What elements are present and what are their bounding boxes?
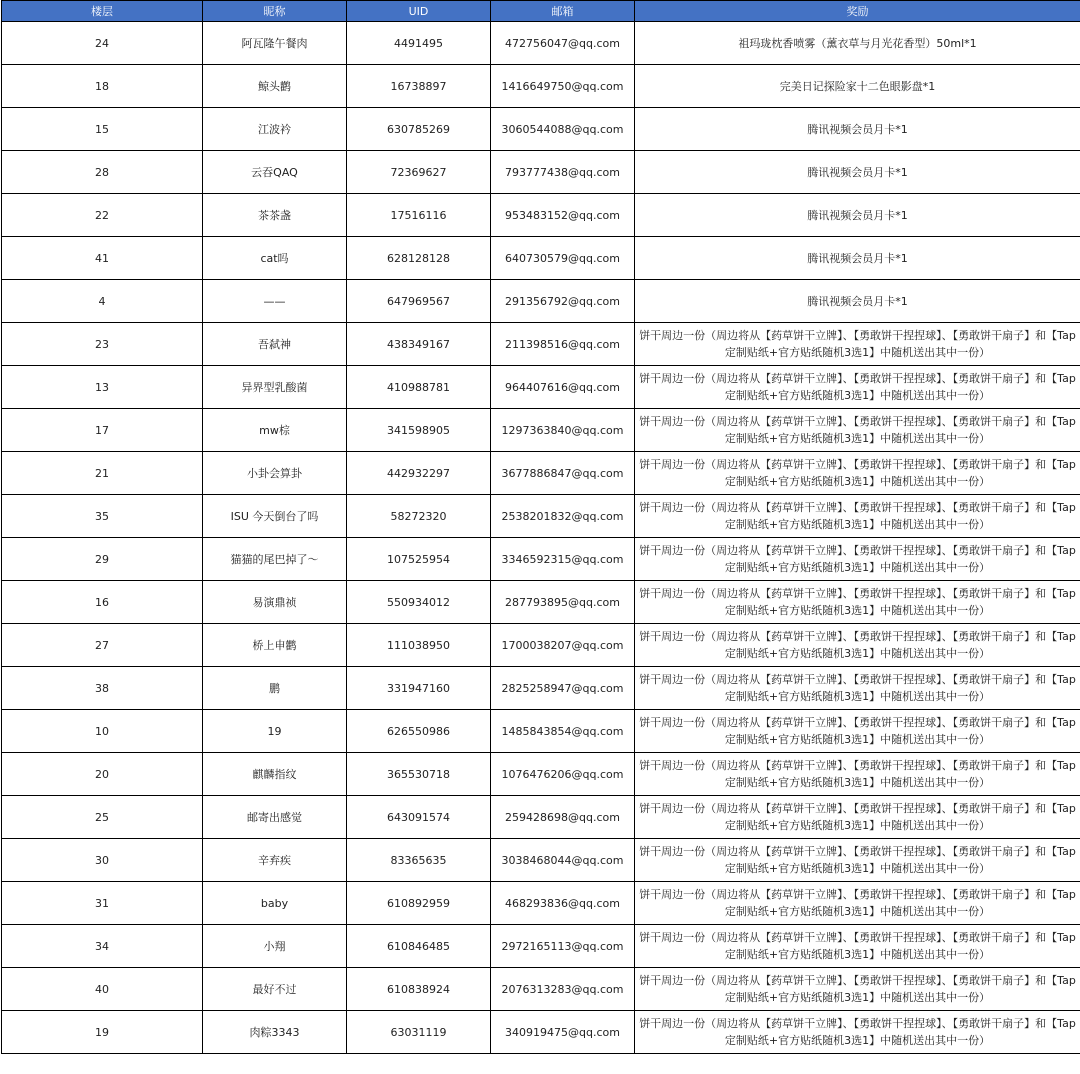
cell-reward: 完美日记探险家十二色眼影盘*1 xyxy=(635,65,1080,108)
cell-reward: 饼干周边一份（周边将从【药草饼干立牌】、【勇敢饼干捏捏球】、【勇敢饼干扇子】和【Tap定制贴纸+官方贴纸随机3选1】中随机送出其中一份） xyxy=(635,710,1080,753)
cell-floor: 23 xyxy=(2,323,203,366)
table-row xyxy=(2,968,1080,1011)
cell-nickname: 鹏 xyxy=(203,667,347,710)
cell-floor: 4 xyxy=(2,280,203,323)
cell-nickname: 吾弑神 xyxy=(203,323,347,366)
cell-uid: 63031119 xyxy=(347,1011,491,1054)
cell-uid: 550934012 xyxy=(347,581,491,624)
table-row xyxy=(2,667,1080,710)
cell-reward: 饼干周边一份（周边将从【药草饼干立牌】、【勇敢饼干捏捏球】、【勇敢饼干扇子】和【Tap定制贴纸+官方贴纸随机3选1】中随机送出其中一份） xyxy=(635,968,1080,1011)
cell-uid: 630785269 xyxy=(347,108,491,151)
cell-uid: 58272320 xyxy=(347,495,491,538)
cell-nickname: 江波衿 xyxy=(203,108,347,151)
winners-table xyxy=(1,0,1080,1054)
table-row xyxy=(2,495,1080,538)
cell-floor: 15 xyxy=(2,108,203,151)
cell-floor: 22 xyxy=(2,194,203,237)
cell-reward: 祖玛珑枕香喷雾（薰衣草与月光花香型）50ml*1 xyxy=(635,22,1080,65)
cell-floor: 20 xyxy=(2,753,203,796)
cell-reward: 饼干周边一份（周边将从【药草饼干立牌】、【勇敢饼干捏捏球】、【勇敢饼干扇子】和【Tap定制贴纸+官方贴纸随机3选1】中随机送出其中一份） xyxy=(635,753,1080,796)
cell-floor: 34 xyxy=(2,925,203,968)
cell-reward: 饼干周边一份（周边将从【药草饼干立牌】、【勇敢饼干捏捏球】、【勇敢饼干扇子】和【Tap定制贴纸+官方贴纸随机3选1】中随机送出其中一份） xyxy=(635,323,1080,366)
cell-email: 472756047@qq.com xyxy=(491,22,635,65)
table-row xyxy=(2,280,1080,323)
cell-reward: 饼干周边一份（周边将从【药草饼干立牌】、【勇敢饼干捏捏球】、【勇敢饼干扇子】和【Tap定制贴纸+官方贴纸随机3选1】中随机送出其中一份） xyxy=(635,667,1080,710)
table-row xyxy=(2,22,1080,65)
cell-uid: 341598905 xyxy=(347,409,491,452)
cell-nickname: 辛弃疾 xyxy=(203,839,347,882)
cell-uid: 647969567 xyxy=(347,280,491,323)
cell-uid: 610846485 xyxy=(347,925,491,968)
cell-reward: 饼干周边一份（周边将从【药草饼干立牌】、【勇敢饼干捏捏球】、【勇敢饼干扇子】和【Tap定制贴纸+官方贴纸随机3选1】中随机送出其中一份） xyxy=(635,624,1080,667)
cell-reward: 腾讯视频会员月卡*1 xyxy=(635,237,1080,280)
cell-email: 640730579@qq.com xyxy=(491,237,635,280)
table-row xyxy=(2,624,1080,667)
table-row xyxy=(2,839,1080,882)
cell-email: 2538201832@qq.com xyxy=(491,495,635,538)
cell-uid: 626550986 xyxy=(347,710,491,753)
cell-floor: 24 xyxy=(2,22,203,65)
cell-email: 2972165113@qq.com xyxy=(491,925,635,968)
cell-nickname: 小卦会算卦 xyxy=(203,452,347,495)
cell-email: 340919475@qq.com xyxy=(491,1011,635,1054)
cell-floor: 41 xyxy=(2,237,203,280)
cell-nickname: 易演鼎祯 xyxy=(203,581,347,624)
cell-nickname: ISU 今天倒台了吗 xyxy=(203,495,347,538)
table-row xyxy=(2,753,1080,796)
cell-email: 964407616@qq.com xyxy=(491,366,635,409)
cell-reward: 饼干周边一份（周边将从【药草饼干立牌】、【勇敢饼干捏捏球】、【勇敢饼干扇子】和【Tap定制贴纸+官方贴纸随机3选1】中随机送出其中一份） xyxy=(635,452,1080,495)
cell-floor: 35 xyxy=(2,495,203,538)
cell-reward: 饼干周边一份（周边将从【药草饼干立牌】、【勇敢饼干捏捏球】、【勇敢饼干扇子】和【Tap定制贴纸+官方贴纸随机3选1】中随机送出其中一份） xyxy=(635,1011,1080,1054)
cell-floor: 30 xyxy=(2,839,203,882)
cell-nickname: 猫猫的尾巴掉了～ xyxy=(203,538,347,581)
table-row xyxy=(2,237,1080,280)
cell-reward: 腾讯视频会员月卡*1 xyxy=(635,151,1080,194)
cell-nickname: 邮寄出感觉 xyxy=(203,796,347,839)
cell-uid: 442932297 xyxy=(347,452,491,495)
cell-uid: 410988781 xyxy=(347,366,491,409)
cell-reward: 腾讯视频会员月卡*1 xyxy=(635,194,1080,237)
cell-floor: 16 xyxy=(2,581,203,624)
cell-floor: 27 xyxy=(2,624,203,667)
cell-nickname: 云吞QAQ xyxy=(203,151,347,194)
table-row xyxy=(2,538,1080,581)
cell-reward: 饼干周边一份（周边将从【药草饼干立牌】、【勇敢饼干捏捏球】、【勇敢饼干扇子】和【Tap定制贴纸+官方贴纸随机3选1】中随机送出其中一份） xyxy=(635,796,1080,839)
cell-email: 2076313283@qq.com xyxy=(491,968,635,1011)
cell-nickname: baby xyxy=(203,882,347,925)
cell-email: 211398516@qq.com xyxy=(491,323,635,366)
cell-floor: 28 xyxy=(2,151,203,194)
cell-email: 1297363840@qq.com xyxy=(491,409,635,452)
cell-email: 259428698@qq.com xyxy=(491,796,635,839)
cell-email: 1485843854@qq.com xyxy=(491,710,635,753)
table-row xyxy=(2,452,1080,495)
cell-reward: 饼干周边一份（周边将从【药草饼干立牌】、【勇敢饼干捏捏球】、【勇敢饼干扇子】和【Tap定制贴纸+官方贴纸随机3选1】中随机送出其中一份） xyxy=(635,882,1080,925)
table-row xyxy=(2,710,1080,753)
cell-uid: 610892959 xyxy=(347,882,491,925)
table-row xyxy=(2,65,1080,108)
table-body xyxy=(2,22,1080,1054)
cell-nickname: 肉粽3343 xyxy=(203,1011,347,1054)
table-row xyxy=(2,1011,1080,1054)
cell-floor: 29 xyxy=(2,538,203,581)
header-email: 邮箱 xyxy=(491,1,635,22)
cell-nickname: 鲸头鹳 xyxy=(203,65,347,108)
cell-uid: 4491495 xyxy=(347,22,491,65)
cell-email: 1076476206@qq.com xyxy=(491,753,635,796)
cell-email: 1416649750@qq.com xyxy=(491,65,635,108)
cell-uid: 17516116 xyxy=(347,194,491,237)
table-row xyxy=(2,366,1080,409)
cell-uid: 610838924 xyxy=(347,968,491,1011)
cell-floor: 21 xyxy=(2,452,203,495)
table-row xyxy=(2,796,1080,839)
cell-uid: 83365635 xyxy=(347,839,491,882)
cell-email: 3038468044@qq.com xyxy=(491,839,635,882)
cell-uid: 628128128 xyxy=(347,237,491,280)
cell-floor: 31 xyxy=(2,882,203,925)
cell-nickname: 19 xyxy=(203,710,347,753)
table-row xyxy=(2,108,1080,151)
header-uid: UID xyxy=(347,1,491,22)
cell-nickname: cat吗 xyxy=(203,237,347,280)
cell-reward: 饼干周边一份（周边将从【药草饼干立牌】、【勇敢饼干捏捏球】、【勇敢饼干扇子】和【Tap定制贴纸+官方贴纸随机3选1】中随机送出其中一份） xyxy=(635,925,1080,968)
cell-email: 468293836@qq.com xyxy=(491,882,635,925)
cell-uid: 331947160 xyxy=(347,667,491,710)
cell-email: 3346592315@qq.com xyxy=(491,538,635,581)
cell-uid: 111038950 xyxy=(347,624,491,667)
cell-nickname: 桥上申鹳 xyxy=(203,624,347,667)
cell-floor: 10 xyxy=(2,710,203,753)
cell-uid: 16738897 xyxy=(347,65,491,108)
cell-uid: 107525954 xyxy=(347,538,491,581)
cell-floor: 19 xyxy=(2,1011,203,1054)
cell-uid: 365530718 xyxy=(347,753,491,796)
table-row xyxy=(2,151,1080,194)
cell-email: 3060544088@qq.com xyxy=(491,108,635,151)
cell-reward: 腾讯视频会员月卡*1 xyxy=(635,280,1080,323)
cell-email: 287793895@qq.com xyxy=(491,581,635,624)
cell-floor: 17 xyxy=(2,409,203,452)
cell-nickname: 茶茶盏 xyxy=(203,194,347,237)
cell-email: 793777438@qq.com xyxy=(491,151,635,194)
cell-nickname: 小翔 xyxy=(203,925,347,968)
cell-floor: 18 xyxy=(2,65,203,108)
cell-email: 1700038207@qq.com xyxy=(491,624,635,667)
cell-nickname: 最好不过 xyxy=(203,968,347,1011)
table-row xyxy=(2,882,1080,925)
table-row xyxy=(2,581,1080,624)
cell-email: 3677886847@qq.com xyxy=(491,452,635,495)
cell-uid: 438349167 xyxy=(347,323,491,366)
cell-floor: 40 xyxy=(2,968,203,1011)
cell-nickname: mw棕 xyxy=(203,409,347,452)
cell-reward: 饼干周边一份（周边将从【药草饼干立牌】、【勇敢饼干捏捏球】、【勇敢饼干扇子】和【Tap定制贴纸+官方贴纸随机3选1】中随机送出其中一份） xyxy=(635,409,1080,452)
cell-nickname: 阿瓦隆午餐肉 xyxy=(203,22,347,65)
cell-nickname: —— xyxy=(203,280,347,323)
header-reward: 奖励 xyxy=(635,1,1080,22)
cell-reward: 饼干周边一份（周边将从【药草饼干立牌】、【勇敢饼干捏捏球】、【勇敢饼干扇子】和【Tap定制贴纸+官方贴纸随机3选1】中随机送出其中一份） xyxy=(635,495,1080,538)
header-floor: 楼层 xyxy=(2,1,203,22)
cell-reward: 饼干周边一份（周边将从【药草饼干立牌】、【勇敢饼干捏捏球】、【勇敢饼干扇子】和【Tap定制贴纸+官方贴纸随机3选1】中随机送出其中一份） xyxy=(635,366,1080,409)
cell-nickname: 异界型乳酸菌 xyxy=(203,366,347,409)
cell-email: 953483152@qq.com xyxy=(491,194,635,237)
cell-nickname: 麒麟指纹 xyxy=(203,753,347,796)
table-row xyxy=(2,323,1080,366)
cell-floor: 25 xyxy=(2,796,203,839)
cell-floor: 38 xyxy=(2,667,203,710)
table-row xyxy=(2,194,1080,237)
cell-uid: 643091574 xyxy=(347,796,491,839)
cell-email: 2825258947@qq.com xyxy=(491,667,635,710)
cell-uid: 72369627 xyxy=(347,151,491,194)
cell-floor: 13 xyxy=(2,366,203,409)
table-header-row xyxy=(2,1,1080,22)
cell-reward: 饼干周边一份（周边将从【药草饼干立牌】、【勇敢饼干捏捏球】、【勇敢饼干扇子】和【Tap定制贴纸+官方贴纸随机3选1】中随机送出其中一份） xyxy=(635,839,1080,882)
header-nickname: 昵称 xyxy=(203,1,347,22)
table-row xyxy=(2,409,1080,452)
cell-reward: 腾讯视频会员月卡*1 xyxy=(635,108,1080,151)
cell-reward: 饼干周边一份（周边将从【药草饼干立牌】、【勇敢饼干捏捏球】、【勇敢饼干扇子】和【Tap定制贴纸+官方贴纸随机3选1】中随机送出其中一份） xyxy=(635,581,1080,624)
cell-reward: 饼干周边一份（周边将从【药草饼干立牌】、【勇敢饼干捏捏球】、【勇敢饼干扇子】和【Tap定制贴纸+官方贴纸随机3选1】中随机送出其中一份） xyxy=(635,538,1080,581)
cell-email: 291356792@qq.com xyxy=(491,280,635,323)
table-row xyxy=(2,925,1080,968)
